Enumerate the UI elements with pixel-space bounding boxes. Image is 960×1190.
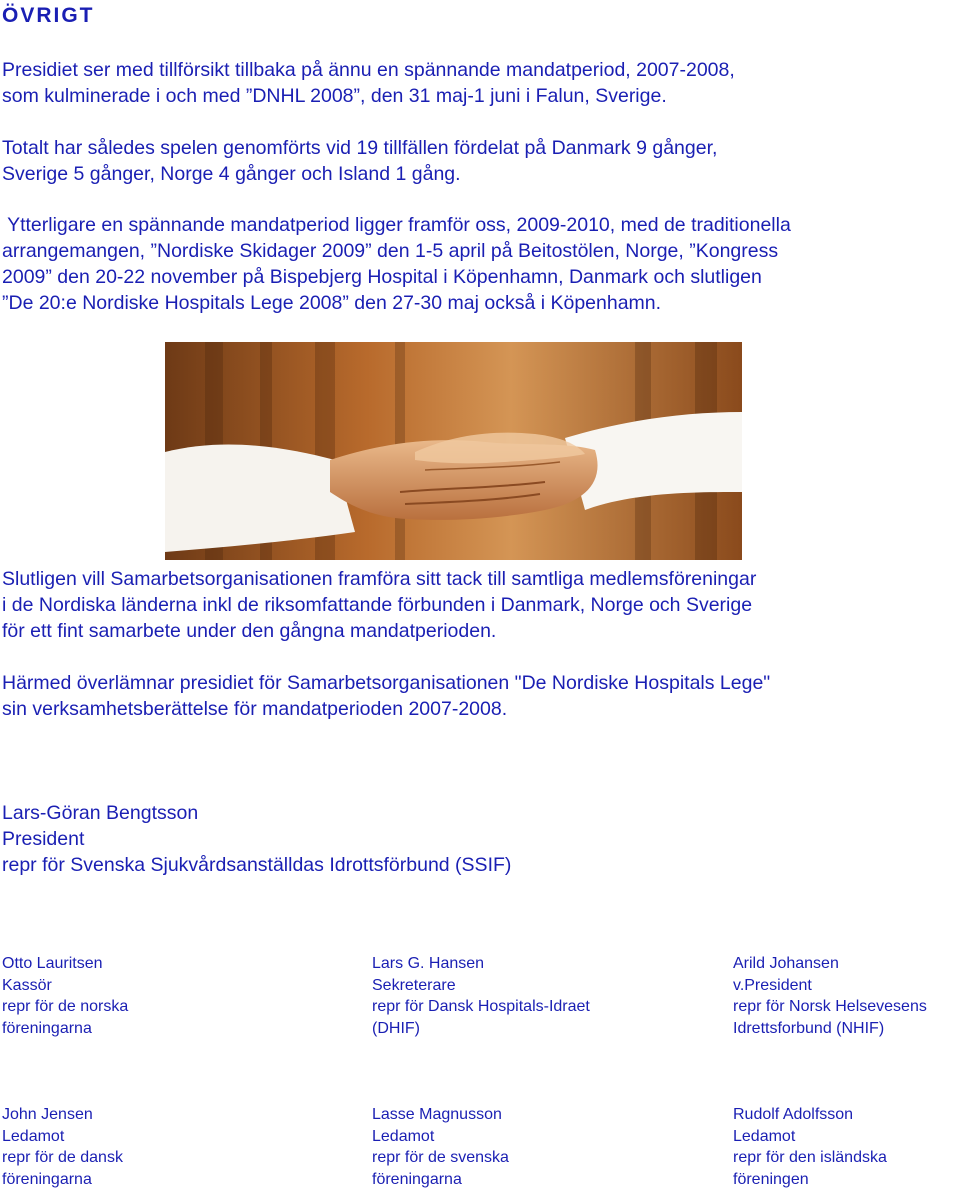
handshake-photo [165,342,742,560]
text-line: arrangemangen, ”Nordiske Skidager 2009” den 1-5 april på Beitostölen, Norge, ”Kongress [2,240,779,262]
member-role: Kassör [2,976,52,994]
member-role: v.President [733,976,812,994]
text-line: Sverige 5 gånger, Norge 4 gånger och Island 1 gång. [2,163,461,185]
text-line: i de Nordiska länderna inkl de riksomfattande förbunden i Danmark, Norge och Sverige [2,594,753,616]
text-line: för ett fint samarbete under den gångna mandatperioden. [2,620,497,642]
signature-affiliation: repr för Svenska Sjukvårdsanställdas Idrottsförbund (SSIF) [2,854,512,876]
member-role: Ledamot [2,1127,65,1145]
member-org: föreningarna [2,1170,92,1188]
member-block [372,1104,509,1190]
paragraph-intro [2,57,952,109]
member-repr: repr för de norska [2,998,129,1015]
member-org: Idrettsforbund (NHIF) [733,1019,885,1037]
member-block [372,953,590,1039]
paragraph-handover [2,670,952,722]
text-line: ”De 20:e Nordiske Hospitals Lege 2008” den 27-30 maj också i Köpenhamn. [2,292,662,314]
text-line: Presidiet ser med tillförsikt tillbaka på ännu en spännande mandatperiod, 2007-2008, [2,59,735,81]
text-line: Ytterligare en spännande mandatperiod ligger framför oss, 2009-2010, med de traditionella [2,214,791,236]
member-org: (DHIF) [372,1019,420,1037]
member-role: Ledamot [372,1127,435,1145]
member-name: Rudolf Adolfsson [733,1106,854,1123]
member-repr: repr för den isländska [733,1149,887,1166]
text-line: 2009” den 20-22 november på Bispebjerg Hospital i Köpenhamn, Danmark och slutligen [2,266,762,288]
paragraph-upcoming [2,212,952,316]
member-role: Sekreterare [372,976,456,994]
text-line: Härmed överlämnar presidiet för Samarbetsorganisationen "De Nordiske Hospitals Lege" [2,672,771,694]
member-name: Lars G. Hansen [372,955,485,972]
signature-title: President [2,828,85,850]
text-line: som kulminerade i och med ”DNHL 2008”, den 31 maj-1 juni i Falun, Sverige. [2,85,667,107]
member-repr: repr för Norsk Helsevesens [733,998,927,1015]
president-signature [2,800,952,878]
member-org: föreningen [733,1170,809,1188]
member-name: Otto Lauritsen [2,955,103,972]
member-name: Arild Johansen [733,955,839,972]
text-line: Slutligen vill Samarbetsorganisationen framföra sitt tack till samtliga medlemsföreningar [2,568,757,590]
member-org: föreningarna [2,1019,92,1037]
member-block [733,953,927,1039]
member-repr: repr för de dansk [2,1149,123,1166]
text-line: Totalt har således spelen genomförts vid 19 tillfällen fördelat på Danmark 9 gånger, [2,137,718,159]
member-block [733,1104,887,1190]
member-block [2,1104,123,1190]
member-repr: repr för Dansk Hospitals-Idraet [372,998,590,1015]
member-name: John Jensen [2,1106,93,1123]
text-line: sin verksamhetsberättelse för mandatperioden 2007-2008. [2,698,508,720]
member-name: Lasse Magnusson [372,1106,502,1123]
section-heading: ÖVRIGT [2,4,95,27]
member-repr: repr för de svenska [372,1149,509,1166]
member-org: föreningarna [372,1170,462,1188]
signature-name: Lars-Göran Bengtsson [2,802,199,824]
paragraph-statistics [2,135,952,187]
paragraph-thanks [2,566,952,644]
member-role: Ledamot [733,1127,796,1145]
member-block [2,953,128,1039]
